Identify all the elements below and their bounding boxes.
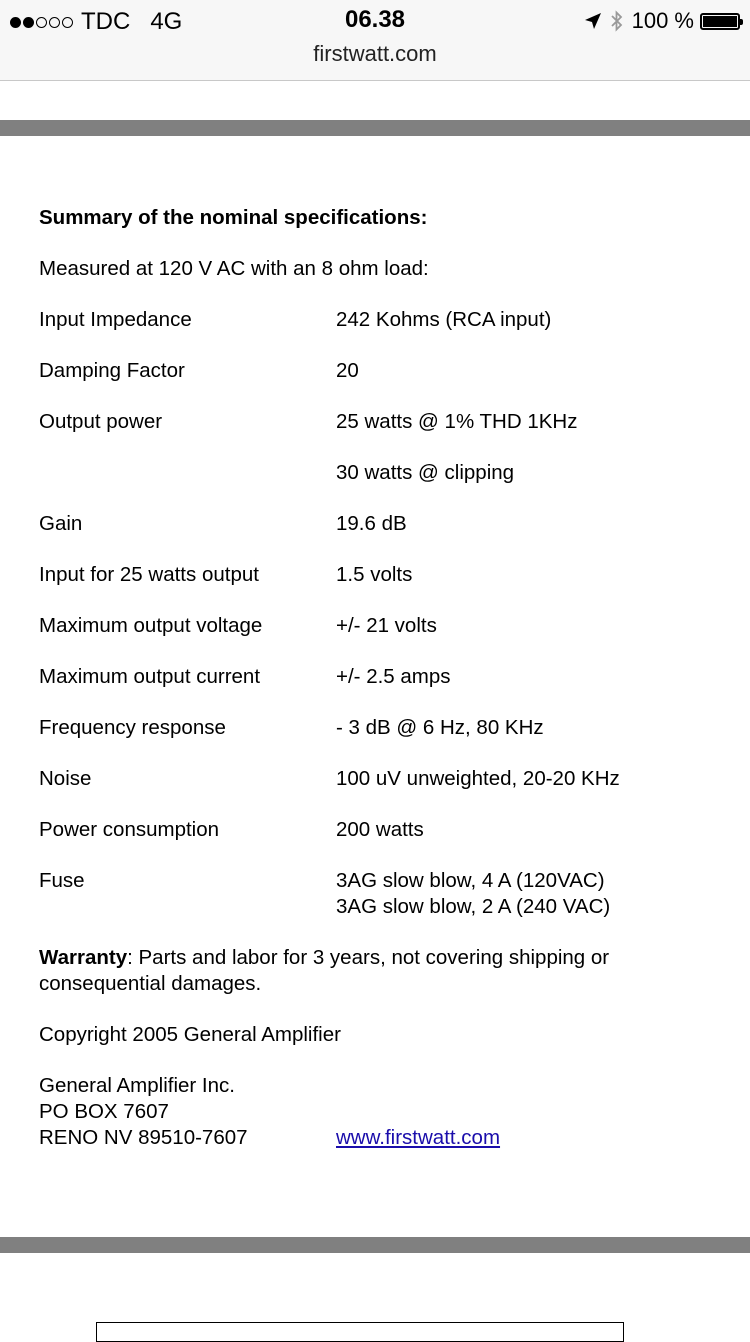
- spec-value: 30 watts @ clipping: [336, 461, 515, 484]
- spec-value: - 3 dB @ 6 Hz, 80 KHz: [336, 716, 544, 739]
- next-figure-frame: [96, 1322, 624, 1342]
- spec-value: 25 watts @ 1% THD 1KHz: [336, 410, 578, 433]
- spec-heading: Summary of the nominal specifications:: [39, 206, 428, 229]
- city-line: RENO NV 89510-7607: [39, 1126, 248, 1149]
- spec-row: [39, 817, 729, 843]
- document-body: [39, 205, 729, 1151]
- spec-row: [39, 460, 729, 486]
- next-figure-header: [99, 1329, 623, 1337]
- spec-label: Noise: [39, 767, 92, 790]
- spec-value: 1.5 volts: [336, 563, 413, 586]
- warranty-label: Warranty: [39, 946, 128, 969]
- network-type: 4G: [150, 8, 183, 35]
- company-name: General Amplifier Inc.: [39, 1074, 235, 1097]
- city-row: [39, 1125, 729, 1151]
- spec-label: Damping Factor: [39, 359, 185, 382]
- address-bar-url[interactable]: firstwatt.com: [313, 41, 437, 66]
- location-arrow-icon: [584, 12, 602, 30]
- warranty-paragraph: [39, 945, 729, 997]
- bluetooth-icon: [610, 9, 624, 33]
- status-bar: [0, 0, 750, 81]
- spec-row: [39, 511, 729, 537]
- spec-row: [39, 562, 729, 588]
- spec-row: [39, 358, 729, 384]
- spec-row: [39, 664, 729, 690]
- spec-row: [39, 409, 729, 435]
- warranty-text: : Parts and labor for 3 years, not covering shipping or consequential damages.: [39, 946, 610, 995]
- spec-value: [336, 868, 729, 920]
- spec-row: [39, 766, 729, 792]
- spec-label: Input Impedance: [39, 308, 192, 331]
- spec-value: 19.6 dB: [336, 512, 407, 535]
- carrier-name: TDC: [81, 8, 131, 35]
- spec-row-fuse: [39, 868, 729, 920]
- battery-icon: [700, 13, 740, 30]
- po-box: PO BOX 7607: [39, 1100, 169, 1123]
- bottom-divider: [0, 1237, 750, 1253]
- spec-row: [39, 613, 729, 639]
- spec-value: 242 Kohms (RCA input): [336, 308, 552, 331]
- spec-label: Frequency response: [39, 716, 226, 739]
- copyright: Copyright 2005 General Amplifier: [39, 1023, 341, 1046]
- spec-value: +/- 2.5 amps: [336, 665, 451, 688]
- fuse-line-2: 3AG slow blow, 2 A (240 VAC): [336, 895, 611, 918]
- spec-label: [39, 460, 336, 486]
- spec-label: Fuse: [39, 869, 85, 892]
- spec-value: 200 watts: [336, 818, 424, 841]
- address-block: [39, 1073, 729, 1151]
- spec-value: 20: [336, 359, 359, 382]
- spec-label: Maximum output current: [39, 665, 261, 688]
- status-time: 06.38: [344, 6, 406, 33]
- battery-percent: 100 %: [631, 8, 694, 33]
- status-right: [584, 8, 740, 34]
- website-link[interactable]: www.firstwatt.com: [336, 1126, 501, 1149]
- spec-row: [39, 307, 729, 333]
- battery-fill: [703, 16, 737, 27]
- spec-label: Power consumption: [39, 818, 220, 841]
- spec-label: Gain: [39, 512, 83, 535]
- spec-row: [39, 715, 729, 741]
- spec-value: 100 uV unweighted, 20-20 KHz: [336, 767, 620, 790]
- fuse-line-1: 3AG slow blow, 4 A (120VAC): [336, 869, 605, 892]
- top-divider: [0, 120, 750, 136]
- spec-value: +/- 21 volts: [336, 614, 437, 637]
- spec-list: [39, 307, 729, 843]
- measured-note: Measured at 120 V AC with an 8 ohm load:: [39, 257, 429, 280]
- spec-label: Maximum output voltage: [39, 614, 263, 637]
- spec-label: Input for 25 watts output: [39, 563, 259, 586]
- spec-label: Output power: [39, 410, 163, 433]
